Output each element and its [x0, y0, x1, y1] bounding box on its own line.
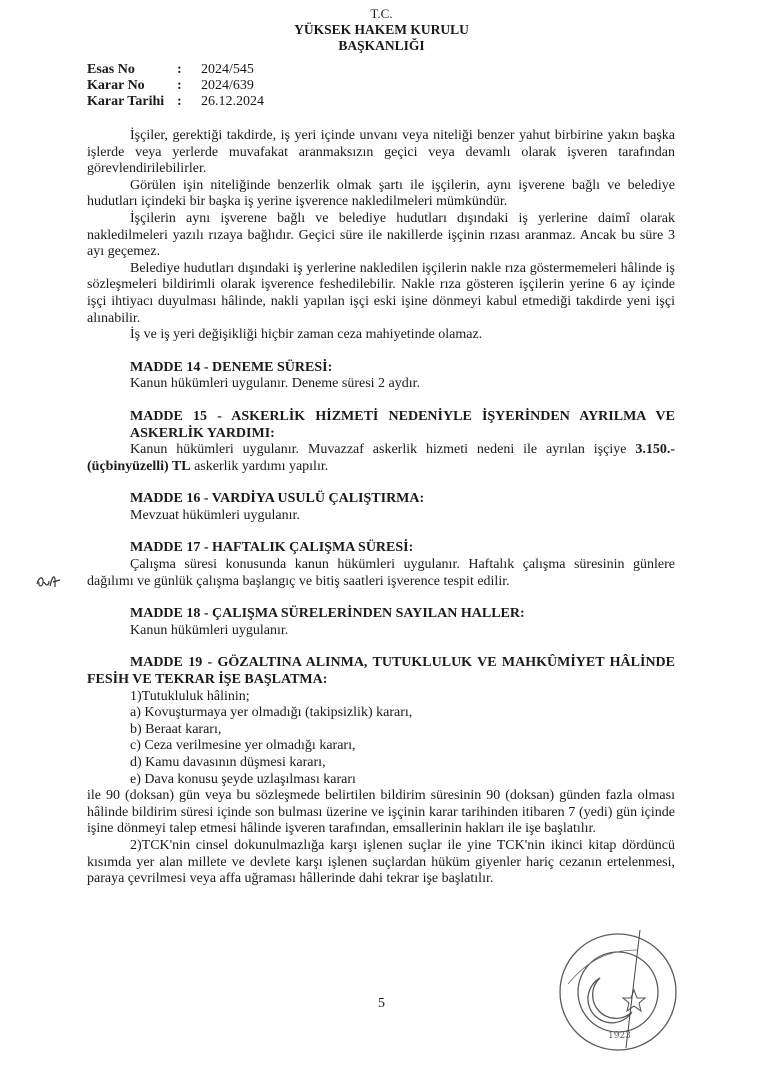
list-item: e) Dava konusu şeyde uzlaşılması kararı: [130, 771, 356, 787]
paragraph: Belediye hudutları dışındaki iş yerlerine nakledilen işçilerin nakle rıza göstermemeleri hâlinde iş sözleşmeleri bildirimli olarak işverence feshedilebilir. Nakle rıza gösteren işçilerin yerine 6 ay içinde işçi ihtiyacı duyulması hâlinde, nakli yapılan işçi eski işine dönmeyi kabul etmediği takdirde yeni işçi alınabilir.: [87, 260, 675, 326]
meta-key: Karar Tarihi: [87, 94, 165, 109]
paragraph: İşçilerin aynı işverene bağlı ve belediye hudutları dışındaki iş yerlerine daimî olarak nakledilmeleri yazılı rızaya bağlıdır. Geçici süre ile nakillerde işçinin rızası aranmaz. Ancak bu süre 3 ayı geçemez.: [87, 210, 675, 260]
header-department: BAŞKANLIĞI: [338, 38, 425, 53]
article-19-after: ile 90 (doksan) gün veya bu sözleşmede belirtilen bildirim süresinin 90 (doksan) günden fazla olması hâlinde bildirim süresi içinde son bulması üzerine ve işçinin karar tarihinden itibaren 7 (yedi) gün içinde işine dönmeyi talep etmesi hâlinde işveren tarafından, emsallerinin hakları ile işe başlatılır.: [87, 788, 675, 837]
article-18-text: Kanun hükümleri uygulanır.: [130, 622, 289, 638]
list-item: d) Kamu davasının düşmesi kararı,: [130, 755, 326, 770]
seal-year: 1923: [608, 1031, 631, 1041]
document-body: [87, 128, 675, 888]
article-16-title: MADDE 16 - VARDİYA USULÜ ÇALIŞTIRMA:: [130, 491, 425, 507]
article-15-text-a: Kanun hükümleri uygulanır. Muvazzaf askerlik hizmeti nedeni ile ayrılan işçiye: [130, 442, 636, 458]
meta-sep: :: [177, 78, 182, 93]
case-meta: [87, 62, 264, 110]
meta-row-karar: [87, 78, 264, 94]
article-15-text-b: askerlik yardımı yapılır.: [190, 458, 329, 474]
article-19-intro: 1)Tutukluluk hâlinin;: [130, 688, 250, 704]
article-17-title: MADDE 17 - HAFTALIK ÇALIŞMA SÜRESİ:: [130, 540, 414, 556]
paragraph: İş ve iş yeri değişikliği hiçbir zaman ceza mahiyetinde olamaz.: [130, 327, 483, 343]
list-item: a) Kovuşturmaya yer olmadığı (takipsizlik) kararı,: [130, 705, 413, 721]
paragraph: Görülen işin niteliğinde benzerlik olmak şartı ile işçilerin, aynı işverene bağlı ve belediye hudutları içindeki bir başka iş yerine işverence nakledilmeleri mümkündür.: [87, 177, 675, 210]
meta-sep: :: [177, 94, 182, 109]
meta-sep: :: [177, 62, 182, 77]
article-15-title-text: MADDE 15 - ASKERLİK HİZMETİ NEDENİYLE İŞYERİNDEN AYRILMA VE ASKERLİK YARDIMI:: [130, 408, 675, 441]
military-aid-amount: 3.150.-(üçbinyüzelli) TL: [87, 442, 675, 474]
official-seal-icon: [548, 920, 688, 1060]
list-item: b) Beraat kararı,: [130, 721, 222, 737]
article-17-text: Çalışma süresi konusunda kanun hükümleri uygulanır. Haftalık çalışma süresinin günlere dağılımı ve günlük çalışma başlangıç ve bitiş saatleri işverence tespit edilir.: [87, 557, 675, 589]
header-institution: YÜKSEK HAKEM KURULU: [294, 22, 469, 37]
article-16-text: Mevzuat hükümleri uygulanır.: [130, 507, 300, 523]
meta-row-esas: [87, 62, 264, 78]
margin-initials-icon: [34, 570, 64, 592]
meta-value: 26.12.2024: [201, 94, 264, 109]
article-19-p2: 2)TCK'nin cinsel dokunulmazlığa karşı işlenen suçlar ile yine TCK'nin ikinci kitap dördüncü kısımda yer alan millete ve devlete karşı işlenen suçlardan hüküm giyenler hariç cezanın ertelenmesi, paraya çevrilmesi veya affa uğraması hâllerinde dahi tekrar işe başlatılır.: [87, 837, 675, 887]
meta-key: Esas No: [87, 62, 135, 77]
article-15-title: [87, 409, 675, 442]
paragraph: İşçiler, gerektiği takdirde, iş yeri içinde unvanı veya niteliği benzer yahut birbirine yakın başka işlerde veya yerlerde muvafakat aranmaksızın geçici veya devamlı olarak işveren tarafından görevlendirilebilirler.: [87, 128, 675, 177]
article-19-title: MADDE 19 - GÖZALTINA ALINMA, TUTUKLULUK VE MAHKÛMİYET HÂLİNDE FESİH VE TEKRAR İŞE BAŞLATMA:: [87, 655, 675, 688]
meta-key: Karar No: [87, 78, 145, 93]
meta-row-tarih: [87, 94, 264, 110]
article-18-title: MADDE 18 - ÇALIŞMA SÜRELERİNDEN SAYILAN HALLER:: [130, 606, 525, 622]
article-14-title: MADDE 14 - DENEME SÜRESİ:: [130, 359, 333, 375]
article-15-text: [87, 442, 675, 475]
page-number: 5: [378, 996, 385, 1011]
meta-value: 2024/545: [201, 62, 254, 77]
meta-value: 2024/639: [201, 78, 254, 93]
list-item: c) Ceza verilmesine yer olmadığı kararı,: [130, 738, 356, 754]
header-tc: T.C.: [370, 6, 393, 21]
article-14-text: Kanun hükümleri uygulanır. Deneme süresi 2 aydır.: [130, 376, 421, 392]
